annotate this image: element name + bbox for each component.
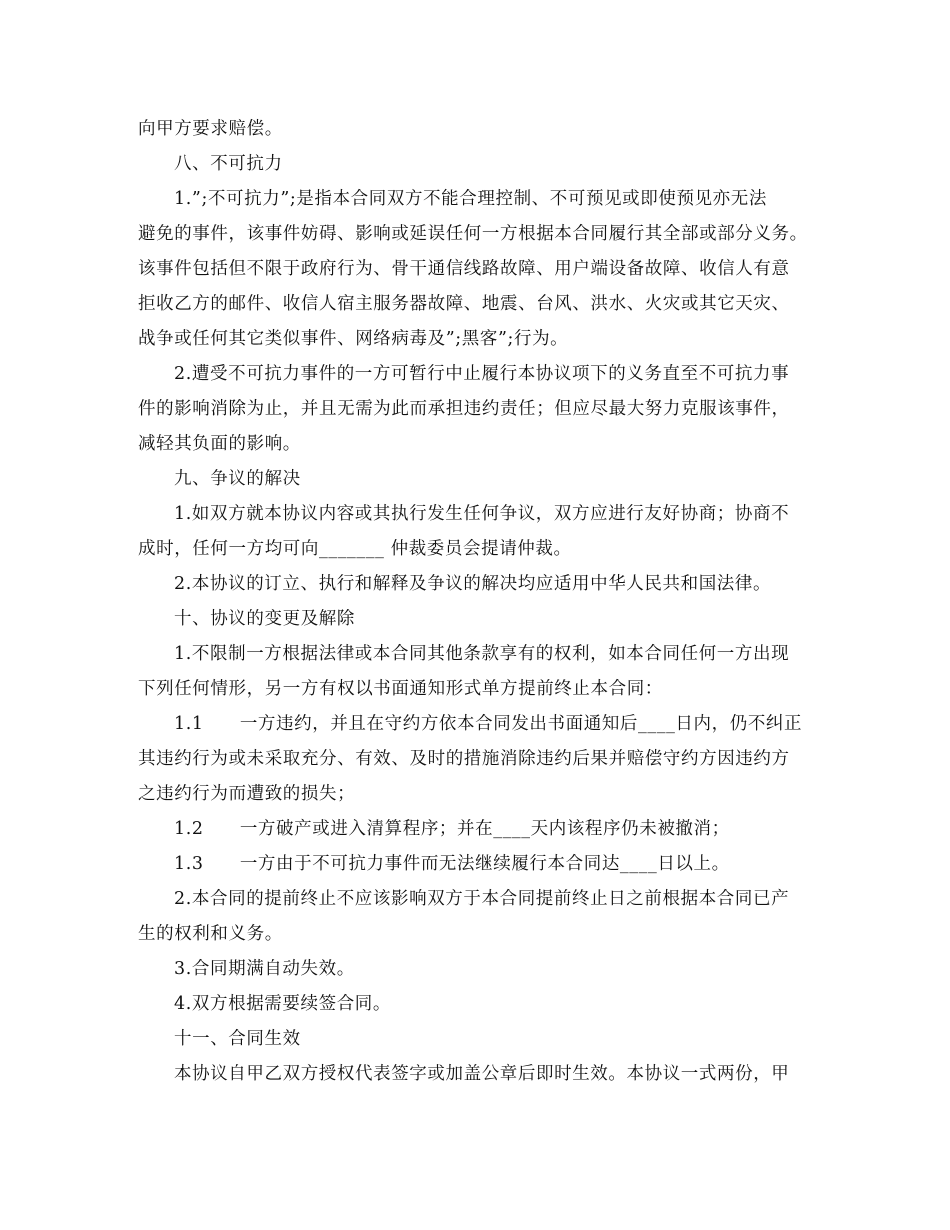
text-line: 减轻其负面的影响。 [138,434,301,454]
text-line: 下列任何情形，另一方有权以书面通知形式单方提前终止本合同： [138,679,663,699]
text-line: 1.3 一方由于不可抗力事件而无法继续履行本合同达____日以上。 [174,854,730,874]
text-line: 4.双方根据需要续签合同。 [174,994,391,1014]
text-line: 其违约行为或未采取充分、有效、及时的措施消除违约后果并赔偿守约方因违约方 [138,749,790,769]
text-line: 向甲方要求赔偿。 [138,119,283,139]
text-line: 1.1 一方违约，并且在守约方依本合同发出书面通知后____日内，仍不纠正 [174,714,803,734]
text-line: 2.遭受不可抗力事件的一方可暂行中止履行本协议项下的义务直至不可抗力事 [174,364,790,384]
text-line: 之违约行为而遭致的损失； [138,784,356,804]
text-line: 本协议自甲乙双方授权代表签字或加盖公章后即时生效。本协议一式两份，甲 [174,1064,790,1084]
text-line: 避免的事件，该事件妨碍、影响或延误任何一方根据本合同履行其全部或部分义务。 [138,224,808,244]
text-line: 2.本合同的提前终止不应该影响双方于本合同提前终止日之前根据本合同已产 [174,889,790,909]
text-line: 1.2 一方破产或进入清算程序；并在____天内该程序仍未被撤消； [174,819,730,839]
text-line: 1.如双方就本协议内容或其执行发生任何争议，双方应进行友好协商；协商不 [174,504,790,524]
section-heading: 八、不可抗力 [174,154,283,174]
section-heading: 十一、合同生效 [174,1029,301,1049]
text-line: 成时，任何一方均可向_______ 仲裁委员会提请仲裁。 [138,539,572,559]
section-heading: 十、协议的变更及解除 [174,609,355,629]
text-line: 该事件包括但不限于政府行为、骨干通信线路故障、用户端设备故障、收信人有意 [138,259,790,279]
text-line: 1.不限制一方根据法律或本合同其他条款享有的权利，如本合同任何一方出现 [174,644,790,664]
text-line: 件的影响消除为止，并且无需为此而承担违约责任；但应尽最大努力克服该事件， [138,399,790,419]
text-line: 战争或任何其它类似事件、网络病毒及”;黑客”;行为。 [138,329,569,349]
text-line: 生的权利和义务。 [138,924,283,944]
text-line: 3.合同期满自动失效。 [174,959,355,979]
section-heading: 九、争议的解决 [174,469,301,489]
text-line: 拒收乙方的邮件、收信人宿主服务器故障、地震、台风、洪水、火灾或其它天灾、 [138,294,790,314]
text-line: 1.”;不可抗力”;是指本合同双方不能合理控制、不可预见或即使预见亦无法 [174,189,767,209]
text-line: 2.本协议的订立、执行和解释及争议的解决均应适用中华人民共和国法律。 [174,574,772,594]
